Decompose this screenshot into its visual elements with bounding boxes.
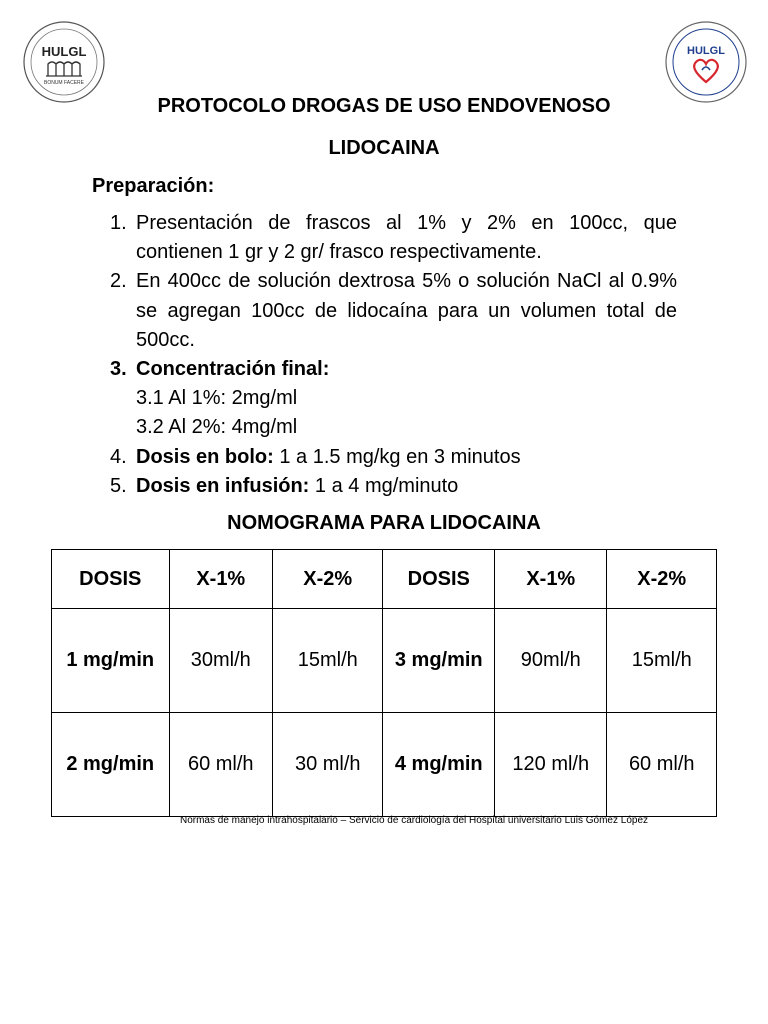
table-cell: 2 mg/min	[52, 713, 170, 817]
table-cell: 30 ml/h	[273, 713, 383, 817]
logo-right-text: HULGL	[687, 45, 725, 57]
table-cell: 120 ml/h	[495, 713, 607, 817]
list-item	[110, 267, 677, 355]
table-header-row	[52, 550, 717, 609]
logo-left-text: HULGL	[41, 44, 87, 59]
item-label: Dosis en infusión:	[136, 474, 310, 497]
list-item	[110, 472, 677, 501]
table-cell: 4 mg/min	[383, 713, 495, 817]
item-number: 5.	[110, 474, 127, 497]
item-text: En 400cc de solución dextrosa 5% o solución NaCl al 0.9% se agregan 100cc de lidocaína para un volumen total de 500cc.	[136, 270, 677, 351]
list-item	[110, 209, 677, 267]
table-row	[52, 609, 717, 713]
table-cell: 1 mg/min	[52, 609, 170, 713]
concentration-item: 3.1 Al 1%: 2mg/ml	[136, 387, 298, 410]
nomogram-title: NOMOGRAMA PARA LIDOCAINA	[227, 512, 541, 534]
header-cell: DOSIS	[383, 550, 495, 609]
item-text: 1 a 4 mg/minuto	[309, 474, 459, 497]
table-cell: 15ml/h	[607, 609, 717, 713]
list-item	[110, 443, 677, 472]
header-cell: X-1%	[495, 550, 607, 609]
footer-note: Normas de manejo intrahospitalario – Servicio de cardiología del Hospital universitario Luis Gómez López	[179, 815, 649, 826]
list-item	[110, 355, 677, 384]
item-number: 3.	[110, 358, 127, 381]
item-label: Dosis en bolo:	[136, 445, 274, 468]
concentration-item: 3.2 Al 2%: 4mg/ml	[136, 416, 298, 439]
table-cell: 60 ml/h	[607, 713, 717, 817]
item-number: 2.	[110, 270, 127, 293]
item-text: Presentación de frascos al 1% y 2% en 100cc, que contienen 1 gr y 2 gr/ frasco respectivamente.	[136, 212, 677, 264]
table-cell: 15ml/h	[273, 609, 383, 713]
table-row	[52, 713, 717, 817]
header-cell: X-1%	[169, 550, 273, 609]
document-title: PROTOCOLO DROGAS DE USO ENDOVENOSO	[157, 95, 611, 117]
hospital-logo-left	[22, 20, 106, 104]
drug-name: LIDOCAINA	[328, 137, 440, 159]
table-cell: 3 mg/min	[383, 609, 495, 713]
item-number: 4.	[110, 445, 127, 468]
heart-icon	[694, 60, 718, 82]
table-cell: 90ml/h	[495, 609, 607, 713]
table-cell: 60 ml/h	[169, 713, 273, 817]
preparation-heading: Preparación:	[92, 175, 215, 197]
item-text: 1 a 1.5 mg/kg en 3 minutos	[273, 445, 521, 468]
cardiology-logo-right	[664, 20, 748, 104]
table-cell: 30ml/h	[169, 609, 273, 713]
header-cell: X-2%	[273, 550, 383, 609]
header-cell: DOSIS	[52, 550, 170, 609]
header-cell: X-2%	[607, 550, 717, 609]
item-label: Concentración final:	[136, 358, 330, 381]
logo-left-motto: BONUM FACERE	[43, 80, 85, 86]
nomogram-table	[51, 549, 717, 817]
item-number: 1.	[110, 212, 127, 234]
preparation-list	[110, 209, 677, 501]
